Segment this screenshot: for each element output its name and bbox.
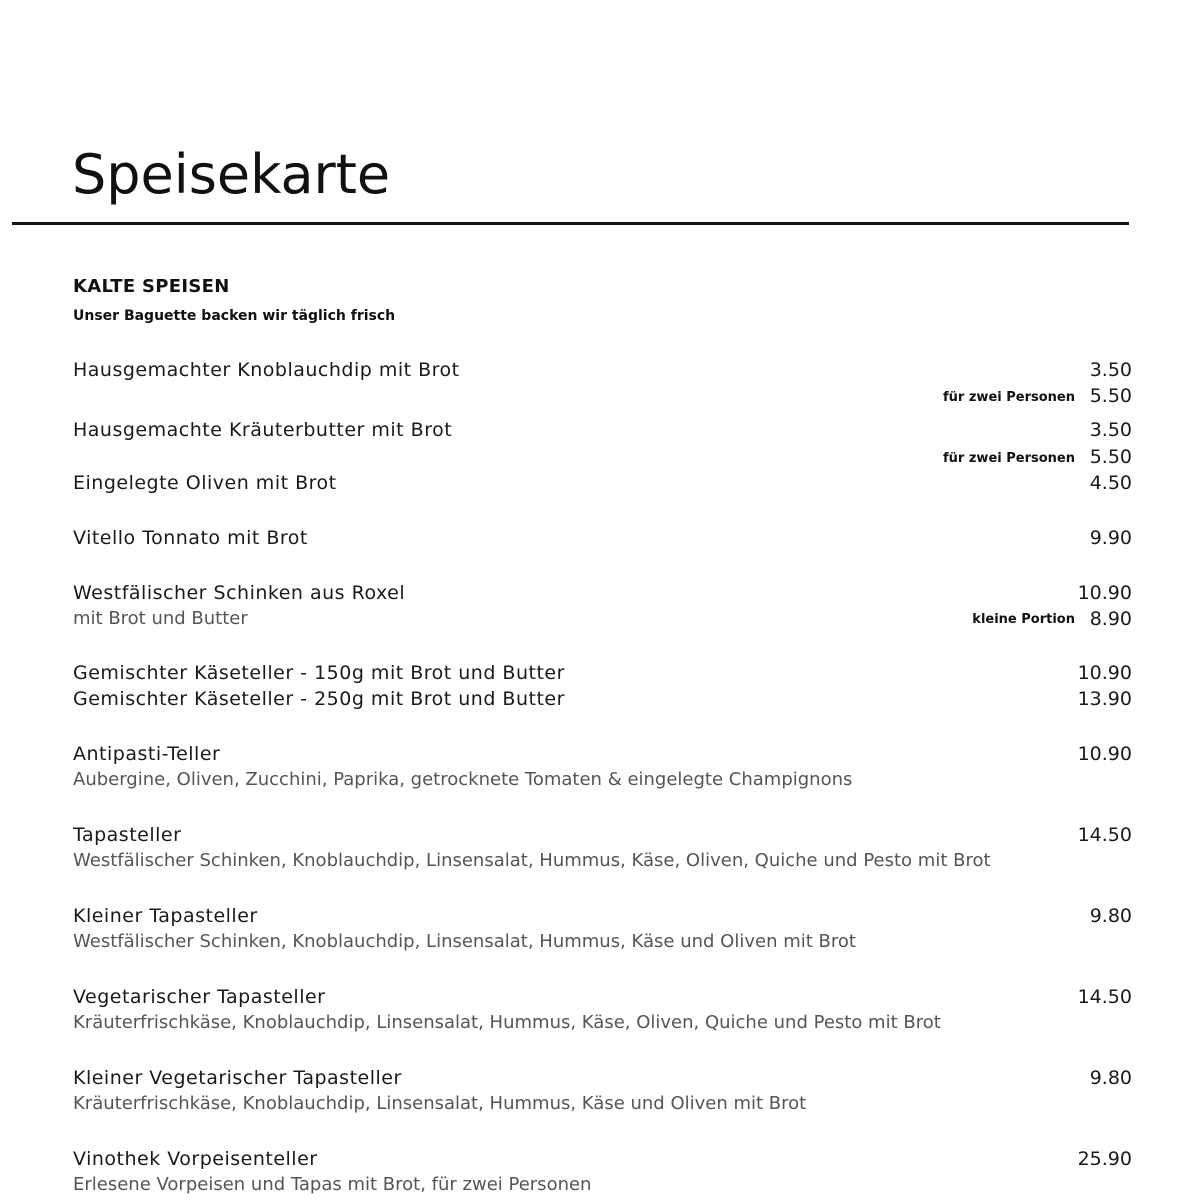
menu-item-price: 9.80 xyxy=(1089,905,1132,927)
menu-item-price: 9.80 xyxy=(1089,1067,1132,1089)
title-divider xyxy=(12,222,1129,225)
menu-item-name: Tapasteller xyxy=(73,824,182,846)
menu-item-description: Kräuterfrischkäse, Knoblauchdip, Linsensalat, Hummus, Käse, Oliven, Quiche und Pesto mit Brot xyxy=(73,1012,941,1033)
menu-item-description: Aubergine, Oliven, Zucchini, Paprika, getrocknete Tomaten & eingelegte Champignons xyxy=(73,769,853,790)
menu-item-price: 10.90 xyxy=(1077,743,1132,765)
menu-item-price: 13.90 xyxy=(1077,688,1132,710)
menu-item-description: Kräuterfrischkäse, Knoblauchdip, Linsensalat, Hummus, Käse und Oliven mit Brot xyxy=(73,1093,807,1114)
menu-item-name: Vegetarischer Tapasteller xyxy=(73,986,326,1008)
menu-item-price: 10.90 xyxy=(1077,662,1132,684)
menu-item-name: Westfälischer Schinken aus Roxel xyxy=(73,582,406,604)
menu-item-price: 9.90 xyxy=(1089,527,1132,549)
menu-item-price: 10.90 xyxy=(1077,582,1132,604)
section-heading: KALTE SPEISEN xyxy=(73,276,230,297)
menu-item-price: 4.50 xyxy=(1089,472,1132,494)
page-title: Speisekarte xyxy=(72,143,391,206)
menu-item-name: Vitello Tonnato mit Brot xyxy=(73,527,308,549)
menu-item-description: Westfälischer Schinken, Knoblauchdip, Linsensalat, Hummus, Käse und Oliven mit Brot xyxy=(73,931,856,952)
menu-item-price: 3.50 xyxy=(1089,419,1132,441)
menu-item-variant-price: 5.50 xyxy=(1089,446,1132,468)
menu-item-price: 14.50 xyxy=(1077,824,1132,846)
menu-item-name: Hausgemachte Kräuterbutter mit Brot xyxy=(73,419,453,441)
menu-item-description: mit Brot und Butter xyxy=(73,608,248,629)
menu-item-variant-note: für zwei Personen xyxy=(943,390,1075,405)
menu-item-name: Kleiner Tapasteller xyxy=(73,905,258,927)
menu-item-variant-note: für zwei Personen xyxy=(943,451,1075,466)
menu-item-name: Vinothek Vorpeisenteller xyxy=(73,1148,318,1170)
menu-item-price: 14.50 xyxy=(1077,986,1132,1008)
menu-item-price: 3.50 xyxy=(1089,359,1132,381)
menu-item-name: Gemischter Käseteller - 150g mit Brot und Butter xyxy=(73,662,565,684)
menu-item-variant-price: 8.90 xyxy=(1089,608,1132,630)
menu-item-name: Eingelegte Oliven mit Brot xyxy=(73,472,337,494)
section-subheading: Unser Baguette backen wir täglich frisch xyxy=(73,308,396,324)
menu-item-name: Kleiner Vegetarischer Tapasteller xyxy=(73,1067,402,1089)
menu-item-price: 25.90 xyxy=(1077,1148,1132,1170)
menu-item-description: Westfälischer Schinken, Knoblauchdip, Linsensalat, Hummus, Käse, Oliven, Quiche und Pesto mit Brot xyxy=(73,850,991,871)
menu-item-name: Hausgemachter Knoblauchdip mit Brot xyxy=(73,359,460,381)
menu-item-description: Erlesene Vorpeisen und Tapas mit Brot, für zwei Personen xyxy=(73,1174,592,1195)
menu-item-name: Gemischter Käseteller - 250g mit Brot und Butter xyxy=(73,688,565,710)
menu-item-variant-price: 5.50 xyxy=(1089,385,1132,407)
menu-item-name: Antipasti-Teller xyxy=(73,743,221,765)
menu-item-variant-note: kleine Portion xyxy=(972,612,1075,627)
